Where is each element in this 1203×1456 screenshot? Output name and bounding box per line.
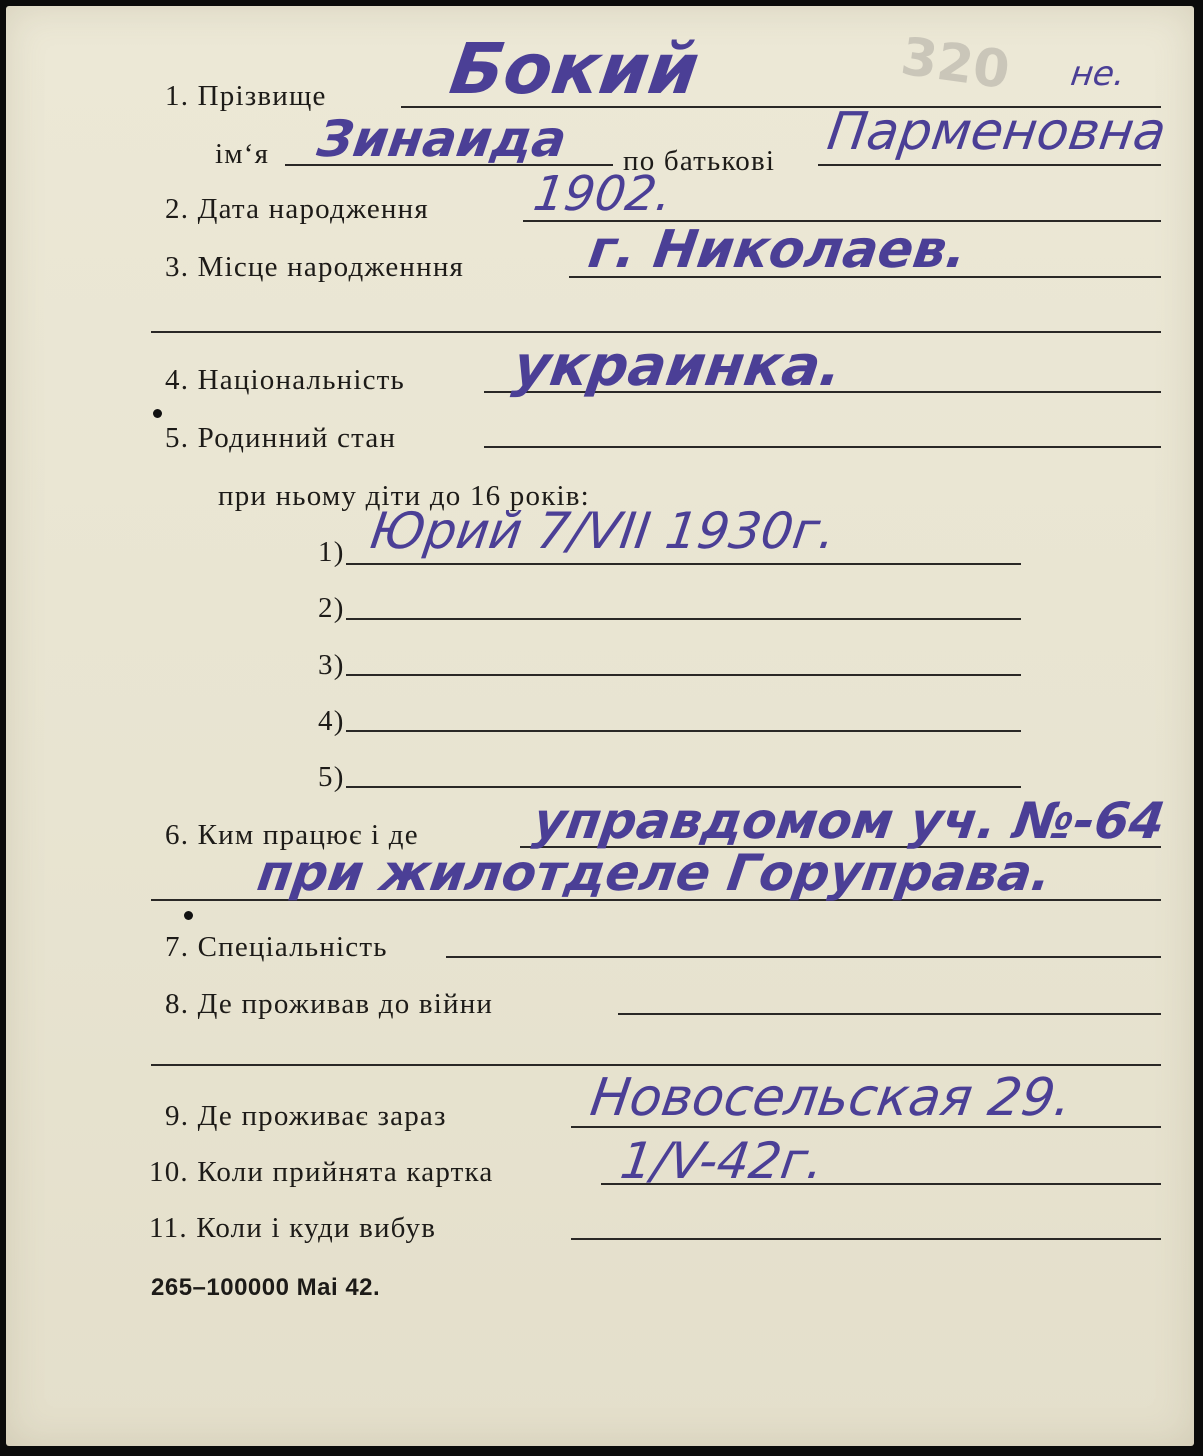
nationality-label: 4. Національність bbox=[165, 364, 405, 396]
speciality-label: 7. Спеціальність bbox=[165, 931, 388, 963]
current-residence-value: Новосельская 29. bbox=[586, 1068, 1076, 1128]
prewar-residence-line-2 bbox=[151, 1064, 1161, 1066]
child-4-line bbox=[346, 730, 1021, 732]
child-3-label: 3) bbox=[318, 649, 345, 681]
card-accepted-value: 1/V-42г. bbox=[616, 1132, 828, 1190]
child-2-line bbox=[346, 618, 1021, 620]
birth-date-value: 1902. bbox=[530, 166, 676, 222]
child-1-line bbox=[346, 563, 1021, 565]
first-name-value: Зинаида bbox=[313, 110, 571, 168]
child-2-label: 2) bbox=[318, 592, 345, 624]
ink-dot bbox=[153, 409, 162, 418]
print-run-footer: 265–100000 Mai 42. bbox=[151, 1274, 381, 1301]
departure-line bbox=[571, 1238, 1161, 1240]
birth-place-label: 3. Місце народженння bbox=[165, 251, 465, 283]
nationality-value: украинка. bbox=[509, 334, 846, 399]
registration-card bbox=[6, 6, 1194, 1446]
marital-status-label: 5. Родинний стан bbox=[165, 422, 397, 454]
patronymic-label: по батькові bbox=[623, 145, 776, 177]
patronymic-line bbox=[818, 164, 1161, 166]
birth-date-label: 2. Дата народження bbox=[165, 193, 429, 225]
child-1-value: Юрий 7/VII 1930г. bbox=[366, 502, 840, 560]
child-4-label: 4) bbox=[318, 705, 345, 737]
patronymic-value: Парменовна bbox=[823, 102, 1170, 162]
child-5-line bbox=[346, 786, 1021, 788]
marital-status-line bbox=[484, 446, 1161, 448]
surname-label: 1. Прізвище bbox=[165, 80, 327, 112]
first-name-label: ім‘я bbox=[215, 138, 270, 170]
corner-note: не. bbox=[1068, 54, 1128, 94]
work-label: 6. Ким працює і де bbox=[165, 819, 419, 851]
surname-value: Бокий bbox=[445, 28, 704, 110]
birth-place-value: г. Николаев. bbox=[584, 220, 971, 280]
child-5-label: 5) bbox=[318, 761, 345, 793]
departure-label: 11. Коли і куди вибув bbox=[149, 1212, 437, 1244]
card-accepted-label: 10. Коли прийнята картка bbox=[149, 1156, 494, 1188]
work-value: управдомом уч. №-64 bbox=[529, 792, 1169, 850]
ink-dot-2 bbox=[184, 911, 193, 920]
child-1-label: 1) bbox=[318, 536, 345, 568]
prewar-residence-line bbox=[618, 1013, 1161, 1015]
birth-place-line-2 bbox=[151, 331, 1161, 333]
children-heading: при ньому діти до 16 років: bbox=[218, 480, 590, 512]
child-3-line bbox=[346, 674, 1021, 676]
work-value-2: при жилотделе Горуправа. bbox=[253, 844, 1055, 902]
current-residence-label: 9. Де проживає зараз bbox=[165, 1100, 447, 1132]
prewar-residence-label: 8. Де проживав до війни bbox=[165, 988, 494, 1020]
speciality-line bbox=[446, 956, 1161, 958]
pencil-number-stamp: 320 bbox=[897, 26, 1014, 102]
